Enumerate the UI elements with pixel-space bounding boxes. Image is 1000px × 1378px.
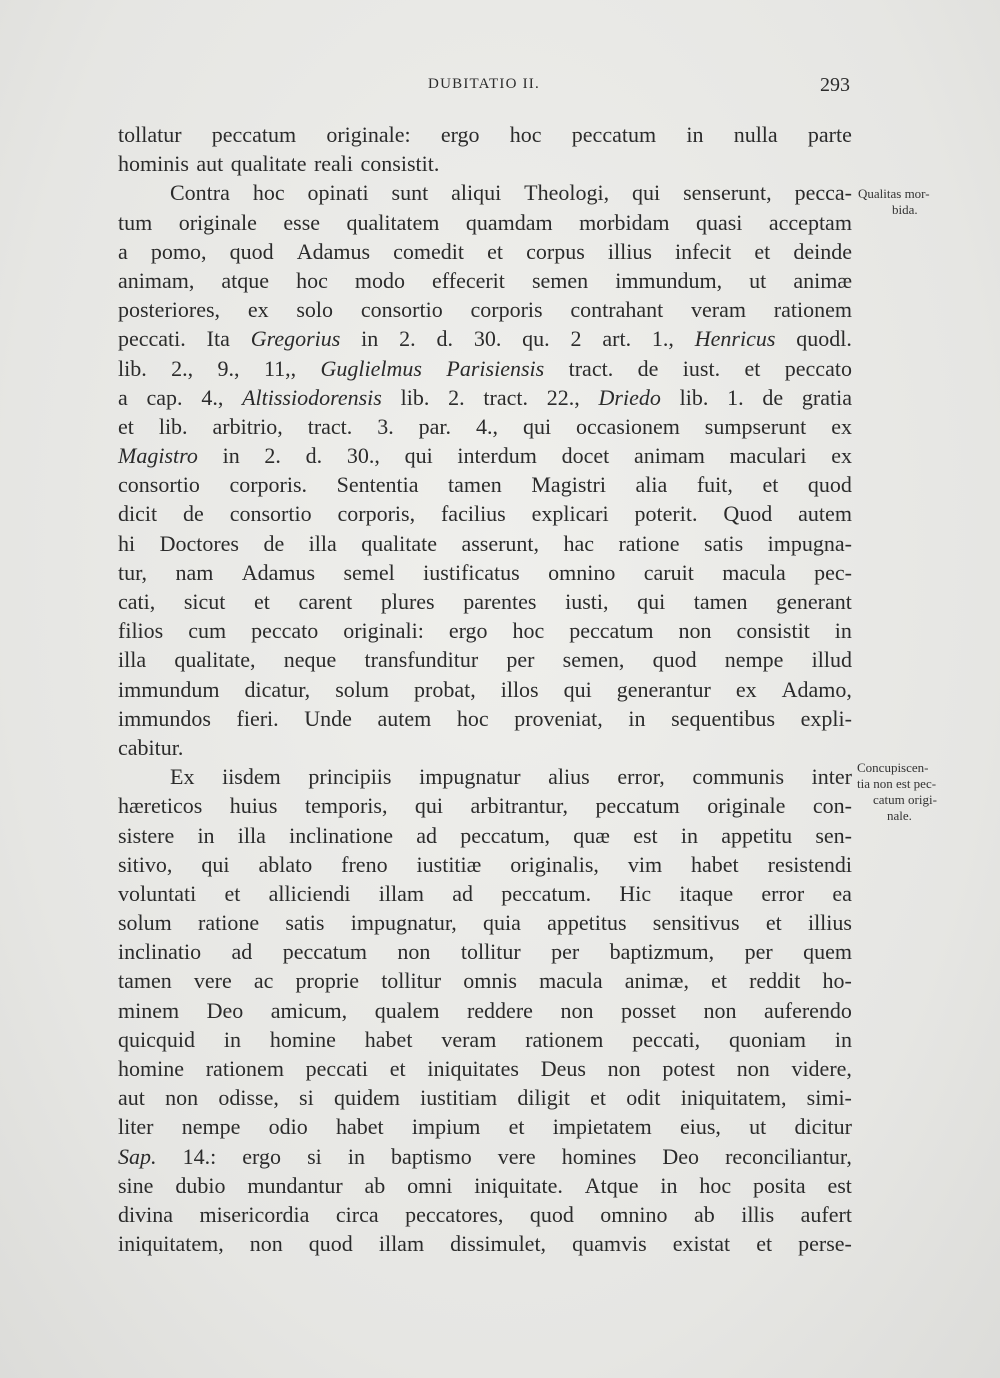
text-line: hi Doctores de illa qualitate asserunt, hac ratione satis impugna- (118, 530, 852, 556)
margin-note-line: Qualitas mor- (858, 186, 930, 201)
text-line: immundum dicatur, solum probat, illos qui generantur ex Adamo, (118, 676, 852, 702)
text-line: dicit de consortio corporis, facilius explicari poterit. Quod autem (118, 501, 852, 527)
text-line: immundos fieri. Unde autem hoc proveniat, in sequentibus expli- (118, 705, 852, 731)
margin-note-line: nale. (887, 808, 912, 823)
text-line: quicquid in homine habet veram rationem peccati, quoniam in (118, 1026, 852, 1052)
text-line: solum ratione satis impugnatur, quia appetitus sensitivus et illius (118, 910, 852, 936)
text-line: tur, nam Adamus semel iustificatus omnino caruit macula pec- (118, 559, 852, 585)
text-line: lib. 2., 9., 11,, Guglielmus Parisiensis tract. de iust. et peccato (118, 355, 852, 381)
text-line: Sap. 14.: ergo si in baptismo vere homines Deo reconciliantur, (118, 1143, 852, 1169)
text-line: voluntati et alliciendi illam ad peccatum. Hic itaque error ea (118, 880, 852, 906)
text-line: minem Deo amicum, qualem reddere non posset non auferendo (118, 997, 852, 1023)
text-line: iniquitatem, non quod illam dissimulet, quamvis existat et perse- (118, 1231, 852, 1257)
text-line: consortio corporis. Sententia tamen Magistri alia fuit, et quod (118, 472, 852, 498)
text-line: a cap. 4., Altissiodorensis lib. 2. tract. 22., Driedo lib. 1. de gratia (118, 384, 852, 410)
text-line: liter nempe odio habet impium et impietatem eius, ut dicitur (118, 1114, 852, 1140)
text-line: sitivo, qui ablato freno iustitiæ originalis, vim habet resistendi (118, 851, 852, 877)
text-line: divina misericordia circa peccatores, quod omnino ab illis aufert (118, 1201, 852, 1227)
text-line: animam, atque hoc modo effecerit semen immundum, ut animæ (118, 267, 852, 293)
text-line: Ex iisdem principiis impugnatur alius error, communis inter (170, 764, 852, 790)
text-line: Magistro in 2. d. 30., qui interdum docet animam maculari ex (118, 443, 852, 469)
margin-note-qualitas (858, 186, 968, 218)
text-line: tollatur peccatum originale: ergo hoc peccatum in nulla parte (118, 122, 852, 147)
text-line: peccati. Ita Gregorius in 2. d. 30. qu. 2 art. 1., Henricus quodl. (118, 326, 852, 352)
page-number: 293 (820, 74, 850, 96)
text-line: illa qualitate, neque transfunditur per semen, quod nempe illud (118, 647, 852, 673)
text-line: cabitur. (118, 734, 184, 760)
text-line: homine rationem peccati et iniquitates Deus non potest non videre, (118, 1056, 852, 1081)
running-head (118, 74, 850, 102)
margin-note-line: bida. (892, 202, 918, 217)
text-line: et lib. arbitrio, tract. 3. par. 4., qui occasionem sumpserunt ex (118, 413, 852, 439)
margin-note-line: tia non est pec- (857, 776, 937, 791)
margin-note-concupiscentia (857, 760, 969, 824)
text-line: tum originale esse qualitatem quamdam morbidam quasi acceptam (118, 209, 852, 235)
text-line: tamen vere ac proprie tollitur omnis macula animæ, et reddit ho- (118, 968, 852, 994)
text-line: aut non odisse, si quidem iustitiam diligit et odit iniquitatem, simi- (118, 1085, 852, 1111)
margin-note-line: catum origi- (873, 792, 937, 807)
body-text (118, 120, 852, 1258)
margin-note-line: Concupiscen- (857, 760, 929, 775)
text-line: Contra hoc opinati sunt aliqui Theologi, qui senserunt, pecca- (170, 180, 852, 206)
text-line: posteriores, ex solo consortio corporis contrahant veram rationem (118, 297, 852, 323)
text-line: filios cum peccato originali: ergo hoc peccatum non consistit in (118, 618, 852, 644)
text-line: inclinatio ad peccatum non tollitur per baptizmum, per quem (118, 939, 852, 965)
text-line: hominis aut qualitate reali consistit. (118, 151, 440, 177)
text-line: sine dubio mundantur ab omni iniquitate. Atque in hoc posita est (118, 1172, 852, 1198)
text-line: cati, sicut et carent plures parentes iusti, qui tamen generant (118, 589, 852, 614)
text-line: a pomo, quod Adamus comedit et corpus illius infecit et deinde (118, 238, 852, 264)
running-title: DUBITATIO II. (428, 76, 540, 92)
text-line: hæreticos huius temporis, qui arbitrantur, peccatum originale con- (118, 793, 852, 819)
text-line: sistere in illa inclinatione ad peccatum, quæ est in appetitu sen- (118, 822, 852, 848)
